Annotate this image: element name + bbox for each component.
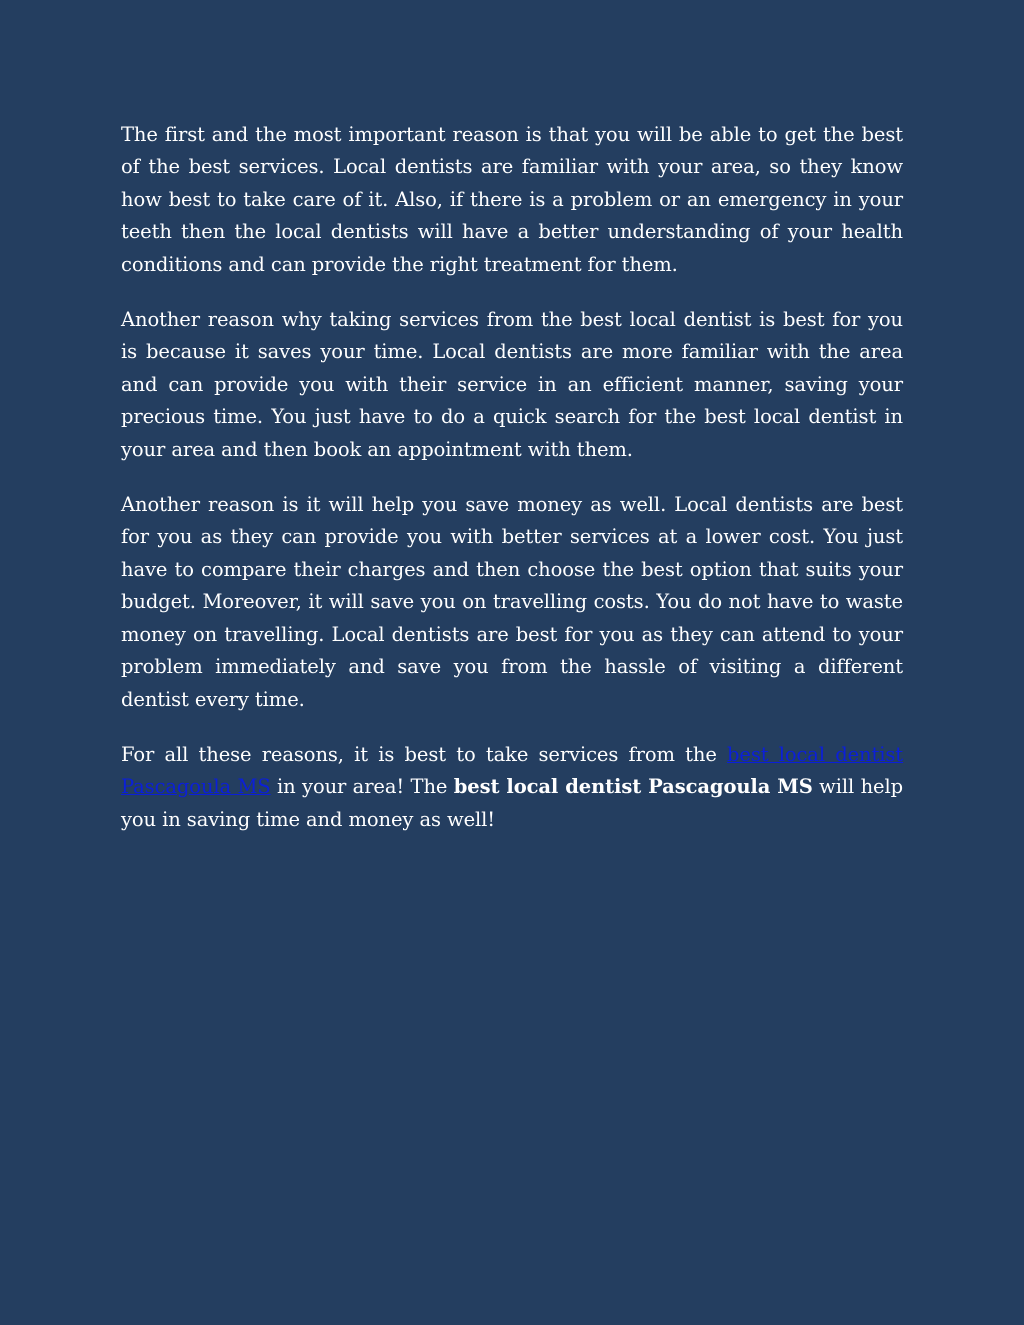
paragraph-money-saving: Another reason is it will help you save money as well. Local dentists are best for you as they can provide you with better services at a lower cost. You just have to compare their charges and then choose the best option that suits your budget. Moreover, it will save you on travelling costs. You do not have to waste money on travelling. Local dentists are best for you as they can attend to your problem immediately and save you from the hassle of visiting a different dentist every time. (121, 493, 903, 711)
closing-bold-keyword: best local dentist Pascagoula MS (453, 775, 813, 799)
paragraph-time-saving: Another reason why taking services from the best local dentist is best for you is because it saves your time. Local dentists are more familiar with the area and can provide you with their service in an efficient manner, saving your precious time. You just have to do a quick search for the best local dentist in your area and then book an appointment with them. (121, 308, 903, 461)
closing-middle-text: in your area! The (270, 775, 454, 799)
closing-end-text: will help you in saving time and money as well! (121, 775, 903, 831)
dentist-link[interactable]: best local dentist Pascagoula MS (121, 742, 903, 799)
closing-intro-text: For all these reasons, it is best to take services from the (121, 742, 727, 766)
paragraph-first-reason: The first and the most important reason is that you will be able to get the best of the best services. Local dentists are familiar with your area, so they know how best to take care of it. Also, if there is a problem or an emergency in your teeth then the local dentists will have a better understanding of your health conditions and can provide the right treatment for them. (121, 123, 903, 276)
paragraph-closing (121, 739, 903, 836)
document-body (121, 119, 903, 859)
